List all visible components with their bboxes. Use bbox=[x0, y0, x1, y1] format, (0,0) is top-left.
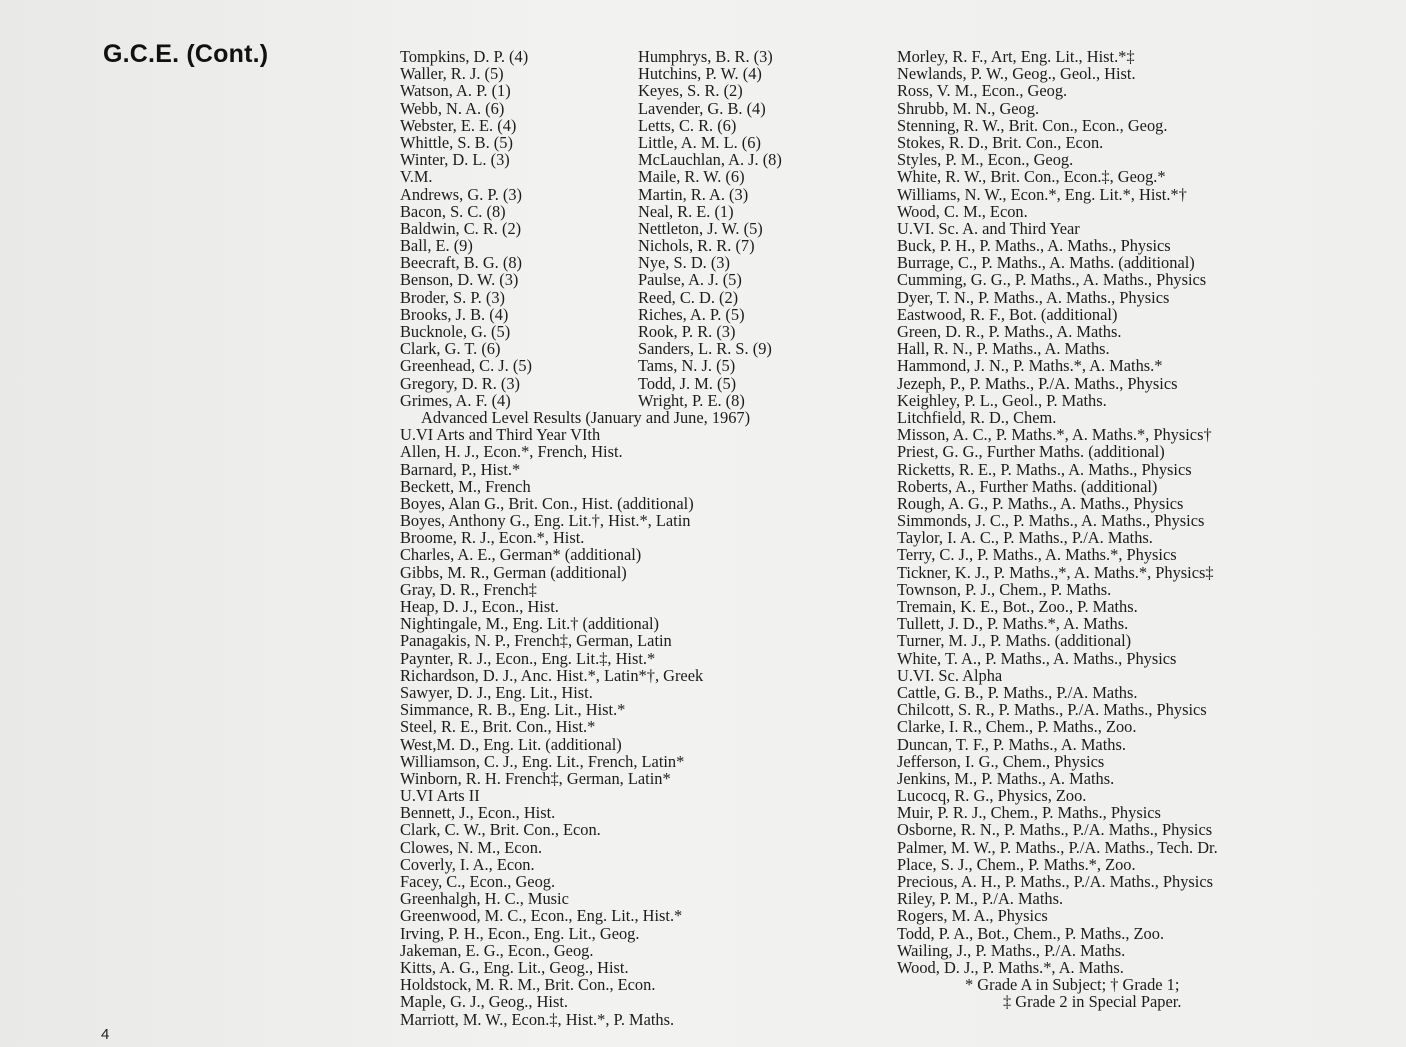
list-item: Clowes, N. M., Econ. bbox=[400, 837, 543, 857]
list-item: Holdstock, M. R. M., Brit. Con., Econ. bbox=[400, 975, 656, 995]
list-item: Paulse, A. J. (5) bbox=[638, 270, 742, 290]
list-item: Keighley, P. L., Geol., P. Maths. bbox=[897, 390, 1107, 410]
list-item: Cumming, G. G., P. Maths., A. Maths., Physics bbox=[897, 270, 1207, 290]
list-item: Wood, D. J., P. Maths.*, A. Maths. bbox=[897, 957, 1124, 977]
list-item: Lavender, G. B. (4) bbox=[638, 98, 766, 118]
list-item: Heap, D. J., Econ., Hist. bbox=[400, 597, 559, 616]
list-item: Boyes, Alan G., Brit. Con., Hist. (additional) bbox=[400, 493, 694, 513]
list-item: Facey, C., Econ., Geog. bbox=[400, 872, 556, 891]
list-item: Letts, C. R. (6) bbox=[638, 115, 737, 135]
list-item: Andrews, G. P. (3) bbox=[400, 184, 523, 204]
list-item: Grimes, A. F. (4) bbox=[400, 390, 511, 410]
list-item: Tremain, K. E., Bot., Zoo., P. Maths. bbox=[897, 597, 1138, 616]
list-item: Gibbs, M. R., German (additional) bbox=[400, 562, 627, 582]
list-item: Whittle, S. B. (5) bbox=[400, 132, 513, 152]
list-item: Winter, D. L. (3) bbox=[400, 150, 510, 170]
list-item: Charles, A. E., German* (additional) bbox=[400, 545, 642, 565]
list-item: Webster, E. E. (4) bbox=[400, 115, 517, 135]
list-item: Nettleton, J. W. (5) bbox=[638, 218, 763, 238]
list-item: Osborne, R. N., P. Maths., P./A. Maths., Physics bbox=[897, 820, 1213, 840]
page-heading: G.C.E. (Cont.) bbox=[103, 40, 269, 68]
page-number: 4 bbox=[101, 1026, 110, 1043]
list-item: Winborn, R. H. French‡, German, Latin* bbox=[400, 768, 671, 788]
list-item: Jezeph, P., P. Maths., P./A. Maths., Physics bbox=[897, 373, 1178, 393]
list-item: Newlands, P. W., Geog., Geol., Hist. bbox=[897, 64, 1136, 84]
list-item: Advanced Level Results (January and June, 1967) bbox=[421, 407, 751, 427]
list-item: Bennett, J., Econ., Hist. bbox=[400, 803, 556, 823]
list-item: Terry, C. J., P. Maths., A. Maths.*, Physics bbox=[897, 545, 1177, 565]
list-item: Townson, P. J., Chem., P. Maths. bbox=[897, 579, 1112, 599]
list-item: Beckett, M., French bbox=[400, 476, 531, 496]
list-item: Little, A. M. L. (6) bbox=[638, 132, 761, 152]
list-item: Waller, R. J. (5) bbox=[400, 64, 504, 84]
list-item: Green, D. R., P. Maths., A. Maths. bbox=[897, 322, 1122, 341]
list-item: Clark, C. W., Brit. Con., Econ. bbox=[400, 820, 601, 840]
list-item: White, T. A., P. Maths., A. Maths., Physics bbox=[897, 648, 1177, 668]
list-item: Hall, R. N., P. Maths., A. Maths. bbox=[897, 339, 1110, 359]
list-item: Rough, A. G., P. Maths., A. Maths., Physics bbox=[897, 493, 1184, 513]
list-item: Morley, R. F., Art, Eng. Lit., Hist.*‡ bbox=[897, 47, 1135, 66]
list-item: Sawyer, D. J., Eng. Lit., Hist. bbox=[400, 682, 593, 702]
list-item: Brooks, J. B. (4) bbox=[400, 304, 509, 324]
list-item: Clarke, I. R., Chem., P. Maths., Zoo. bbox=[897, 717, 1137, 737]
list-item: Taylor, I. A. C., P. Maths., P./A. Maths. bbox=[897, 528, 1153, 548]
list-item: Nichols, R. R. (7) bbox=[638, 236, 755, 256]
list-item: U.VI Arts and Third Year VIth bbox=[400, 425, 601, 445]
list-item: Greenwood, M. C., Econ., Eng. Lit., Hist.* bbox=[400, 906, 683, 926]
list-item: Ross, V. M., Econ., Geog. bbox=[897, 81, 1068, 101]
list-item: Broder, S. P. (3) bbox=[400, 287, 505, 307]
list-item: Bacon, S. C. (8) bbox=[400, 201, 506, 221]
list-item: U.VI. Sc. A. and Third Year bbox=[897, 218, 1080, 238]
list-item: Duncan, T. F., P. Maths., A. Maths. bbox=[897, 734, 1126, 754]
list-item: Paynter, R. J., Econ., Eng. Lit.‡, Hist.* bbox=[400, 648, 656, 668]
footnote-special-paper: ‡ Grade 2 in Special Paper. bbox=[1003, 992, 1182, 1012]
list-item: Richardson, D. J., Anc. Hist.*, Latin*†, Greek bbox=[400, 665, 704, 685]
list-item: Place, S. J., Chem., P. Maths.*, Zoo. bbox=[897, 854, 1136, 874]
list-item: Clark, G. T. (6) bbox=[400, 339, 501, 359]
list-item: Benson, D. W. (3) bbox=[400, 270, 519, 290]
list-item: Roberts, A., Further Maths. (additional) bbox=[897, 476, 1158, 496]
list-item: Jenkins, M., P. Maths., A. Maths. bbox=[897, 768, 1115, 788]
list-item: Lucocq, R. G., Physics, Zoo. bbox=[897, 786, 1087, 806]
list-item: Stokes, R. D., Brit. Con., Econ. bbox=[897, 132, 1104, 152]
list-item: Panagakis, N. P., French‡, German, Latin bbox=[400, 631, 672, 651]
list-item: Dyer, T. N., P. Maths., A. Maths., Physics bbox=[897, 287, 1170, 307]
list-item: Wailing, J., P. Maths., P./A. Maths. bbox=[897, 940, 1126, 960]
list-item: Barnard, P., Hist.* bbox=[400, 459, 521, 479]
list-item: Humphrys, B. R. (3) bbox=[638, 47, 773, 66]
list-item: Allen, H. J., Econ.*, French, Hist. bbox=[400, 442, 623, 462]
list-item: McLauchlan, A. J. (8) bbox=[638, 150, 782, 170]
list-item: Priest, G. G., Further Maths. (additional) bbox=[897, 442, 1165, 462]
list-item: Litchfield, R. D., Chem. bbox=[897, 407, 1057, 427]
list-item: Tams, N. J. (5) bbox=[638, 356, 736, 376]
list-item: Gray, D. R., French‡ bbox=[400, 579, 537, 599]
column-middle bbox=[638, 48, 782, 409]
list-item: Gregory, D. R. (3) bbox=[400, 373, 521, 393]
list-item: Precious, A. H., P. Maths., P./A. Maths., Physics bbox=[897, 872, 1214, 891]
list-item: Sanders, L. R. S. (9) bbox=[638, 339, 772, 359]
list-item: White, R. W., Brit. Con., Econ.‡, Geog.* bbox=[897, 167, 1166, 187]
list-item: Simmance, R. B., Eng. Lit., Hist.* bbox=[400, 700, 626, 720]
list-item: Buck, P. H., P. Maths., A. Maths., Physics bbox=[897, 236, 1171, 256]
list-item: Greenhalgh, H. C., Music bbox=[400, 889, 569, 909]
list-item: Bucknole, G. (5) bbox=[400, 322, 511, 341]
list-item: Nye, S. D. (3) bbox=[638, 253, 730, 273]
list-item: Todd, J. M. (5) bbox=[638, 373, 737, 393]
list-item: Muir, P. R. J., Chem., P. Maths., Physics bbox=[897, 803, 1161, 823]
list-item: Nightingale, M., Eng. Lit.† (additional) bbox=[400, 614, 660, 634]
list-item: Jakeman, E. G., Econ., Geog. bbox=[400, 940, 594, 960]
list-item: Maple, G. J., Geog., Hist. bbox=[400, 992, 568, 1012]
list-item: Turner, M. J., P. Maths. (additional) bbox=[897, 631, 1132, 651]
list-item: Wood, C. M., Econ. bbox=[897, 201, 1028, 221]
list-item: Webb, N. A. (6) bbox=[400, 98, 505, 118]
list-item: Reed, C. D. (2) bbox=[638, 287, 739, 307]
list-item: Eastwood, R. F., Bot. (additional) bbox=[897, 304, 1118, 324]
list-item: Keyes, S. R. (2) bbox=[638, 81, 743, 101]
list-item: Coverly, I. A., Econ. bbox=[400, 854, 535, 874]
list-item: V.M. bbox=[400, 167, 433, 187]
list-item: Tompkins, D. P. (4) bbox=[400, 47, 529, 66]
list-item: Maile, R. W. (6) bbox=[638, 167, 745, 187]
list-item: Boyes, Anthony G., Eng. Lit.†, Hist.*, Latin bbox=[400, 511, 691, 531]
list-item: Tickner, K. J., P. Maths.,*, A. Maths.*, Physics‡ bbox=[897, 562, 1214, 582]
list-item: Ricketts, R. E., P. Maths., A. Maths., Physics bbox=[897, 459, 1192, 479]
list-item: Kitts, A. G., Eng. Lit., Geog., Hist. bbox=[400, 957, 629, 977]
list-item: Jefferson, I. G., Chem., Physics bbox=[897, 751, 1105, 771]
list-item: West,M. D., Eng. Lit. (additional) bbox=[400, 734, 622, 754]
list-item: Neal, R. E. (1) bbox=[638, 201, 734, 221]
list-item: Williams, N. W., Econ.*, Eng. Lit.*, Hist.*† bbox=[897, 184, 1187, 204]
list-item: Martin, R. A. (3) bbox=[638, 184, 749, 204]
list-item: Shrubb, M. N., Geog. bbox=[897, 98, 1040, 118]
list-item: Todd, P. A., Bot., Chem., P. Maths., Zoo. bbox=[897, 923, 1165, 943]
list-item: Styles, P. M., Econ., Geog. bbox=[897, 150, 1074, 170]
list-item: Hutchins, P. W. (4) bbox=[638, 64, 762, 84]
column-right bbox=[897, 48, 1218, 1011]
list-item: Misson, A. C., P. Maths.*, A. Maths.*, Physics† bbox=[897, 425, 1212, 445]
list-item: Steel, R. E., Brit. Con., Hist.* bbox=[400, 717, 596, 737]
list-item: Riley, P. M., P./A. Maths. bbox=[897, 889, 1064, 909]
list-item: Ball, E. (9) bbox=[400, 236, 473, 256]
list-item: Rogers, M. A., Physics bbox=[897, 906, 1048, 926]
list-item: Tullett, J. D., P. Maths.*, A. Maths. bbox=[897, 614, 1129, 634]
list-item: Chilcott, S. R., P. Maths., P./A. Maths., Physics bbox=[897, 700, 1207, 720]
list-item: Rook, P. R. (3) bbox=[638, 322, 736, 341]
list-item: Beecraft, B. G. (8) bbox=[400, 253, 522, 273]
list-item: U.VI Arts II bbox=[400, 786, 480, 806]
list-item: Riches, A. P. (5) bbox=[638, 304, 745, 324]
list-item: Irving, P. H., Econ., Eng. Lit., Geog. bbox=[400, 923, 640, 943]
list-item: U.VI. Sc. Alpha bbox=[897, 665, 1003, 685]
list-item: Stenning, R. W., Brit. Con., Econ., Geog. bbox=[897, 115, 1168, 135]
list-item: Burrage, C., P. Maths., A. Maths. (additional) bbox=[897, 253, 1195, 273]
footnote-grade-key: * Grade A in Subject; † Grade 1; bbox=[965, 975, 1180, 995]
list-item: Palmer, M. W., P. Maths., P./A. Maths., Tech. Dr. bbox=[897, 837, 1218, 857]
list-item: Wright, P. E. (8) bbox=[638, 390, 745, 410]
list-item: Marriott, M. W., Econ.‡, Hist.*, P. Maths. bbox=[400, 1009, 675, 1029]
list-item: Williamson, C. J., Eng. Lit., French, Latin* bbox=[400, 751, 685, 771]
list-item: Baldwin, C. R. (2) bbox=[400, 218, 522, 238]
list-item: Greenhead, C. J. (5) bbox=[400, 356, 532, 376]
list-item: Watson, A. P. (1) bbox=[400, 81, 511, 101]
list-item: Hammond, J. N., P. Maths.*, A. Maths.* bbox=[897, 356, 1163, 376]
list-item: Cattle, G. B., P. Maths., P./A. Maths. bbox=[897, 682, 1138, 702]
list-item: Simmonds, J. C., P. Maths., A. Maths., Physics bbox=[897, 511, 1205, 531]
list-item: Broome, R. J., Econ.*, Hist. bbox=[400, 528, 585, 548]
